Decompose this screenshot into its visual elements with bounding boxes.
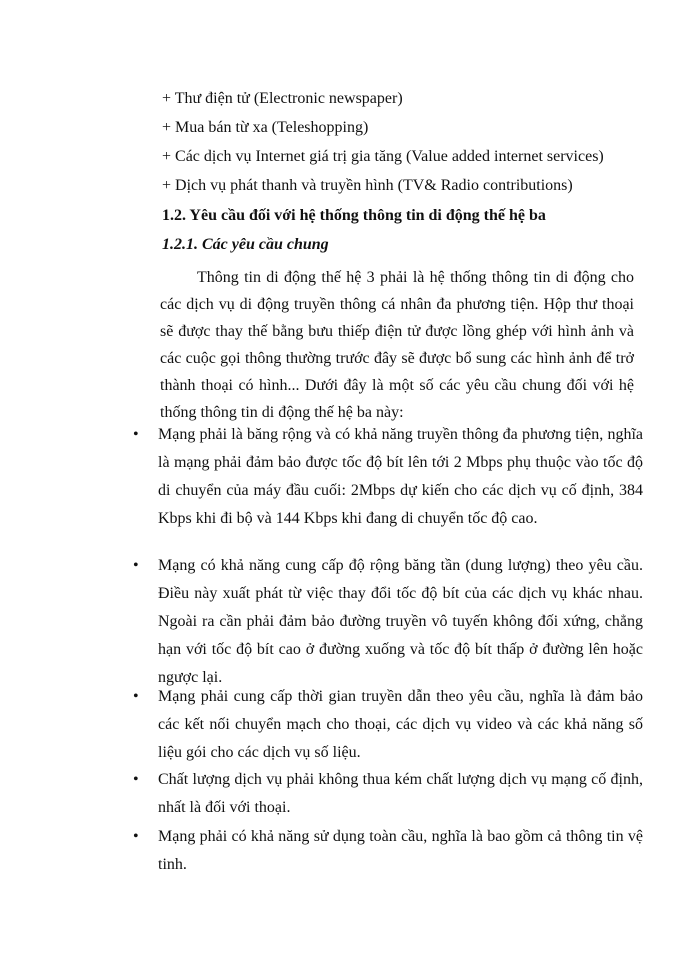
bullet-symbol: • [133,557,139,574]
bullet-text: Mạng phải có khả năng sử dụng toàn cầu, nghĩa là bao gồm cả thông tin vệ tinh. [158,828,643,873]
bullet-symbol: • [133,426,139,443]
bullet-text: Chất lượng dịch vụ phải không thua kém chất lượng dịch vụ mạng cố định, nhất là đối với thoại. [158,771,643,816]
bullet-item-broadband [133,421,643,533]
intro-paragraph: Thông tin di động thế hệ 3 phải là hệ thống thông tin di động cho các dịch vụ di động truyền thông cá nhân đa phương tiện. Hộp thư thoại sẽ được thay thế bằng bưu thiếp điện tử được lồng ghép với hình ảnh và các cuộc gọi thông thường trước đây sẽ được bổ sung các hình ảnh để trở thành thoại có hình... Dưới đây là một số các yêu cầu chung đối với hệ thống thông tin di động thế hệ ba này: [160,269,634,421]
bullet-symbol: • [133,771,139,788]
bullet-text: Mạng có khả năng cung cấp độ rộng băng tần (dung lượng) theo yêu cầu. Điều này xuất phát từ việc thay đổi tốc độ bít của các dịch vụ khác nhau. Ngoài ra cần phải đảm bảo đường truyền vô tuyến không đối xứng, chẳng hạn với tốc độ bít cao ở đường xuống và tốc độ bít thấp ở đường lên hoặc ngược lại. [158,557,643,686]
bullet-symbol: • [133,828,139,845]
bullet-item-bandwidth [133,552,643,692]
bullet-text: Mạng phải cung cấp thời gian truyền dẫn theo yêu cầu, nghĩa là đảm bảo các kết nối chuyển mạch cho thoại, các dịch vụ video và các khả năng số liệu gói cho các dịch vụ số liệu. [158,688,643,761]
bullet-symbol: • [133,688,139,705]
subsection-heading: 1.2.1. Các yêu cầu chung [162,236,329,253]
bullet-item-transmission-time [133,683,643,767]
bullet-text: Mạng phải là băng rộng và có khả năng truyền thông đa phương tiện, nghĩa là mạng phải đảm bảo được tốc độ bít lên tới 2 Mbps phụ thuộc vào tốc độ di chuyển của máy đầu cuối: 2Mbps dự kiến cho các dịch vụ cố định, 384 Kbps khi đi bộ và 144 Kbps khi đang di chuyển tốc độ cao. [158,426,643,527]
section-heading: 1.2. Yêu cầu đối với hệ thống thông tin di động thế hệ ba [162,207,546,224]
list-item-internet-services: + Các dịch vụ Internet giá trị gia tăng (Value added internet services) [162,148,604,165]
list-item-teleshopping: + Mua bán từ xa (Teleshopping) [162,119,369,136]
bullet-item-service-quality [133,766,643,822]
list-item-tv-radio: + Dịch vụ phát thanh và truyền hình (TV& Radio contributions) [162,177,573,194]
bullet-item-global-use [133,823,643,879]
list-item-electronic-newspaper: + Thư điện tử (Electronic newspaper) [162,90,403,107]
